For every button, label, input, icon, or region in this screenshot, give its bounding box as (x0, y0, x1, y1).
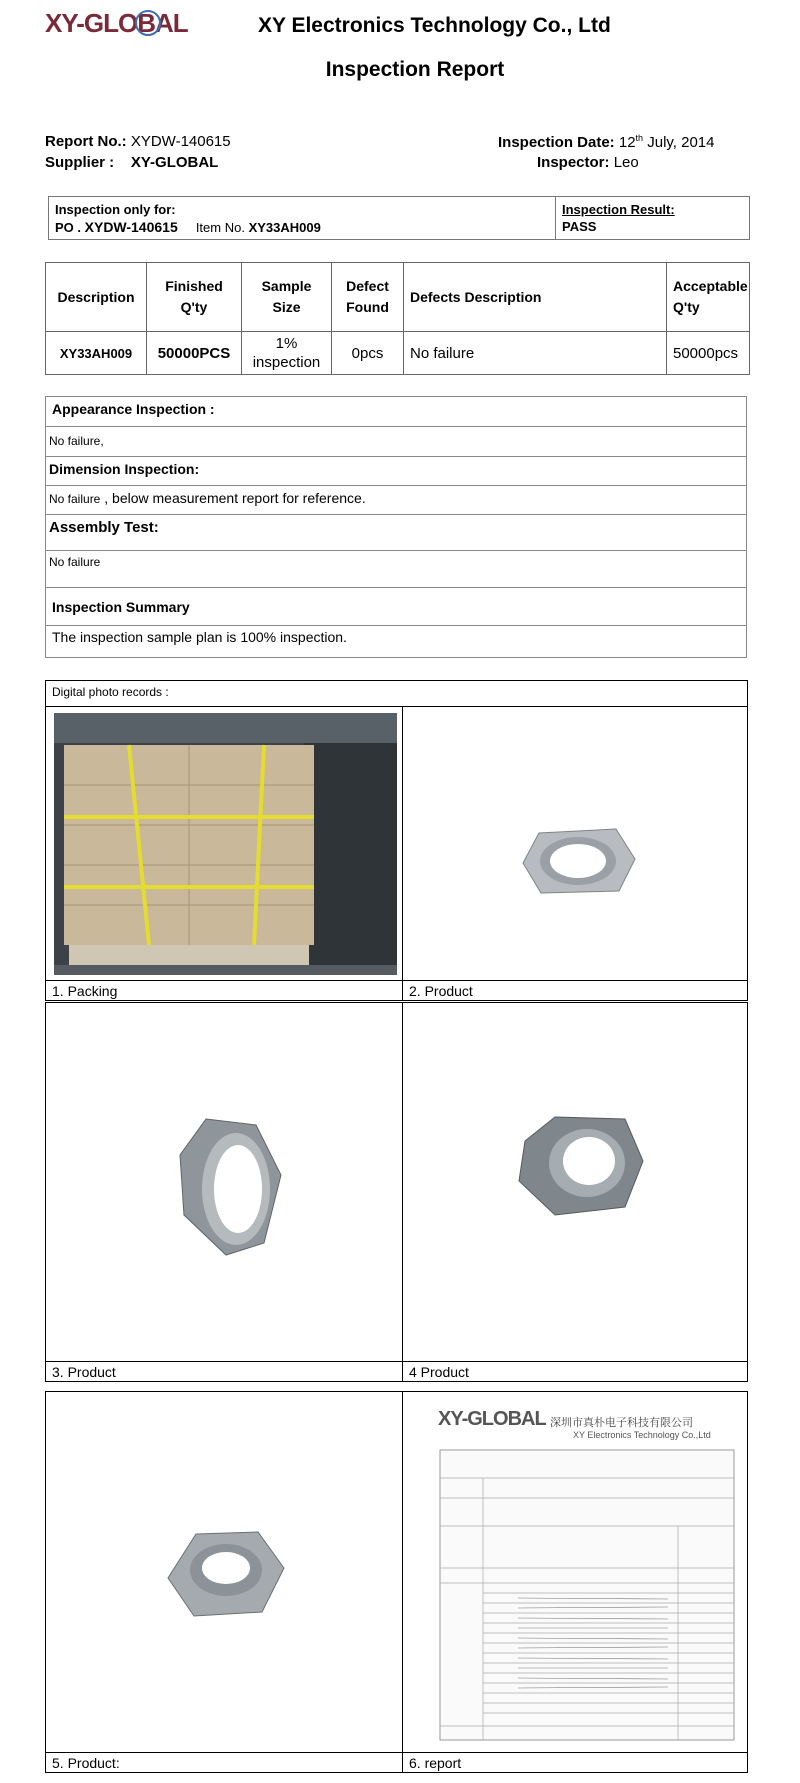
report-logo: XY-GLOBAL (438, 1408, 546, 1430)
hex-nut-photo (166, 1528, 286, 1620)
inspector: Inspector: Leo (537, 154, 639, 171)
col-description: Description (46, 263, 147, 332)
appearance-text: No failure, (45, 426, 747, 456)
assembly-text: No failure (45, 550, 747, 587)
summary-heading: Inspection Summary (45, 587, 747, 625)
report-form-grid (438, 1448, 738, 1746)
photo-cell-product-4 (402, 1002, 748, 1362)
caption-5: 5. Product: (45, 1752, 403, 1773)
appearance-heading: Appearance Inspection : (45, 396, 747, 426)
report-scan (438, 1408, 738, 1746)
inspection-table (45, 262, 750, 375)
po-line: PO . XYDW-140615 Item No. XY33AH009 (55, 218, 321, 235)
photo-cell-product-2 (402, 706, 748, 981)
logo-text: XY-GLOBAL (45, 8, 188, 38)
inspection-for-label: Inspection only for: (55, 201, 176, 217)
hex-nut-photo (521, 827, 636, 895)
inspection-date: Inspection Date: 12th July, 2014 (498, 133, 715, 151)
supplier: Supplier : XY-GLOBAL (45, 154, 219, 171)
caption-1: 1. Packing (45, 980, 403, 1001)
report-no: Report No.: XYDW-140615 (45, 133, 231, 150)
inspection-result-value: PASS (562, 219, 597, 234)
col-acceptable-qty: Acceptable Q'ty (667, 263, 750, 332)
photo-records-header: Digital photo records : (45, 680, 748, 707)
photo-cell-packing (45, 706, 403, 981)
report-company-en: XY Electronics Technology Co.,Ltd (573, 1430, 711, 1440)
assembly-heading: Assembly Test: (45, 514, 747, 550)
hex-nut-photo (176, 1115, 286, 1257)
caption-4: 4 Product (402, 1361, 748, 1382)
hex-nut-photo (515, 1111, 645, 1221)
caption-2: 2. Product (402, 980, 748, 1001)
photo-cell-product-3 (45, 1002, 403, 1362)
po-summary-table (48, 196, 750, 240)
col-finished-qty: Finished Q'ty (147, 263, 242, 332)
company-logo (45, 8, 245, 38)
company-name: XY Electronics Technology Co., Ltd (258, 14, 611, 37)
col-defects-description: Defects Description (404, 263, 667, 332)
table-row: XY33AH009 50000PCS 1% inspection 0pcs No failure 50000pcs (46, 332, 750, 375)
col-defect-found: Defect Found (332, 263, 404, 332)
page-title: Inspection Report (325, 58, 505, 81)
photo-cell-product-5 (45, 1391, 403, 1753)
packing-photo (54, 713, 397, 975)
col-sample-size: Sample Size (242, 263, 332, 332)
inspection-result-label: Inspection Result: (562, 202, 675, 217)
caption-6: 6. report (402, 1752, 748, 1773)
report-company-cn: 深圳市真朴电子科技有限公司 (550, 1417, 693, 1429)
dimension-heading: Dimension Inspection: (45, 456, 747, 485)
summary-text: The inspection sample plan is 100% inspection. (45, 625, 747, 658)
caption-3: 3. Product (45, 1361, 403, 1382)
photo-cell-report (402, 1391, 748, 1753)
dimension-text: No failure , below measurement report for reference. (45, 485, 747, 514)
